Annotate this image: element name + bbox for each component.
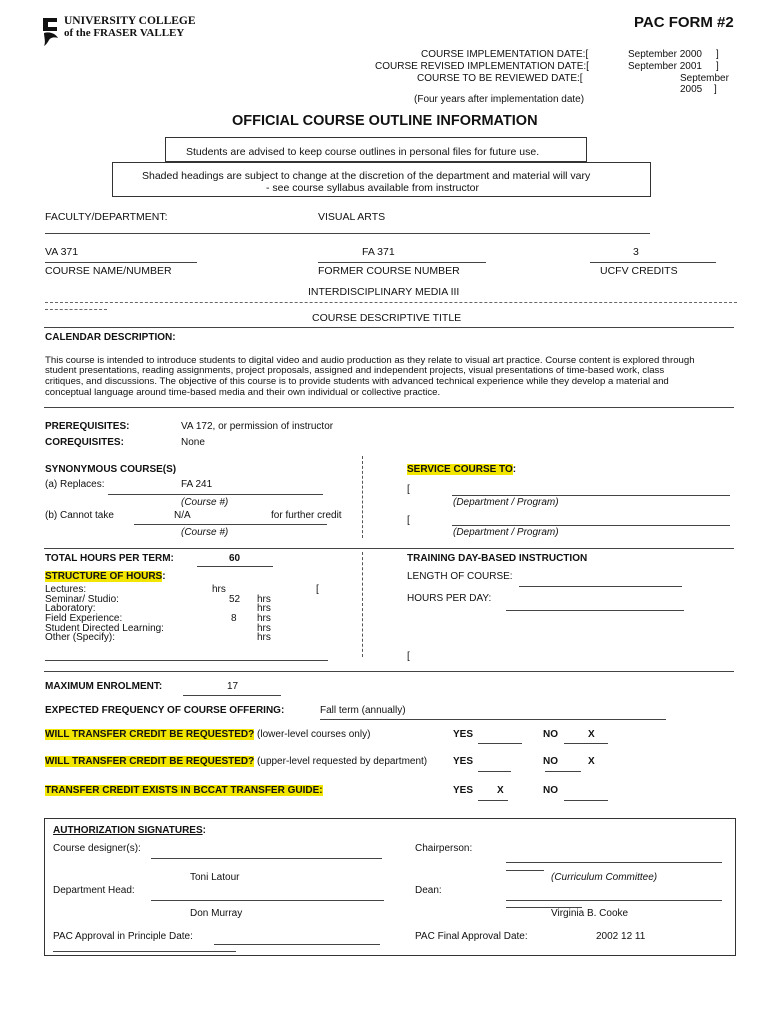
replaces-course-hash: (Course #) [181, 497, 229, 508]
training-heading: TRAINING DAY-BASED INSTRUCTION [407, 553, 588, 564]
prereq-value: VA 172, or permission of instructor [181, 421, 334, 432]
designer-line [151, 858, 382, 859]
enrolment-label: MAXIMUM ENROLMENT: [45, 681, 163, 692]
service-heading-text: SERVICE COURSE TO [407, 464, 513, 475]
transfer-upper [45, 756, 427, 767]
further-credit: for further credit [271, 510, 342, 521]
cannot-course-hash: (Course #) [181, 527, 229, 538]
divider-1 [44, 327, 734, 328]
hours-bracket: [ [316, 584, 319, 595]
structure-label-colon: : [162, 571, 166, 582]
notice-2-line-2: - see course syllabus available from instructor [266, 182, 480, 194]
credits-line [590, 262, 716, 263]
total-hours-label: TOTAL HOURS PER TERM: [45, 553, 174, 564]
dean-line [506, 900, 722, 901]
form-id: PAC FORM #2 [634, 14, 734, 31]
pac-final-label: PAC Final Approval Date: [415, 931, 528, 942]
transfer-lower-yes-line [478, 743, 522, 744]
hours-unit-other: hrs [257, 632, 271, 643]
course-title: INTERDISCIPLINARY MEDIA III [308, 286, 460, 298]
service-line-2 [452, 525, 730, 526]
service-dept-2: (Department / Program) [453, 527, 559, 538]
cannot-take-value: N/A [174, 510, 191, 521]
former-number-line [318, 262, 486, 263]
frequency-line [320, 719, 666, 720]
service-heading [407, 464, 516, 475]
cannot-take-label: (b) Cannot take [45, 510, 114, 521]
auth-heading [53, 825, 206, 836]
transfer-bccat-yes: YES [453, 785, 474, 796]
cannot-take-line [134, 524, 327, 525]
transfer-lower-note: (lower-level courses only) [257, 729, 371, 740]
logo-line-1: UNIVERSITY COLLEGE [64, 15, 196, 27]
hours-unit-seminar: hrs [257, 594, 271, 605]
transfer-lower-label: WILL TRANSFER CREDIT BE REQUESTED? [45, 729, 255, 740]
frequency-value: Fall term (annually) [320, 705, 406, 716]
hours-row-lab: Laboratory: [45, 603, 96, 614]
impl-date-value: September 2000 [628, 49, 702, 60]
hours-row-lectures: Lectures: [45, 584, 87, 595]
logo-line-2: of the FRASER VALLEY [64, 27, 185, 39]
divider-4 [44, 671, 734, 672]
service-line-1 [452, 495, 730, 496]
column-separator-bottom [362, 552, 363, 657]
transfer-upper-no-line [545, 771, 581, 772]
hours-unit-lectures: hrs [212, 584, 226, 595]
structure-label-text: STRUCTURE OF HOURS [45, 571, 163, 582]
column-separator-top [362, 456, 363, 538]
course-number-label: COURSE NAME/NUMBER [45, 265, 172, 277]
pac-final-value: 2002 12 11 [596, 931, 646, 942]
page-title: OFFICIAL COURSE OUTLINE INFORMATION [232, 113, 538, 129]
replaces-line [108, 494, 323, 495]
dept-head-name: Don Murray [190, 908, 243, 919]
transfer-upper-x: X [588, 756, 595, 767]
course-number-line [45, 262, 197, 263]
total-hours-line [197, 566, 273, 567]
review-date-label: COURSE TO BE REVIEWED DATE:[ [417, 73, 583, 84]
hours-unit-directed: hrs [257, 623, 271, 634]
course-title-line-2 [45, 309, 107, 310]
total-hours-value: 60 [229, 553, 241, 564]
transfer-bccat-no-line [564, 800, 608, 801]
faculty-label: FACULTY/DEPARTMENT: [45, 211, 168, 223]
hours-row-directed: Student Directed Learning: [45, 623, 164, 634]
chair-label: Chairperson: [415, 843, 473, 854]
credits-label: UCFV CREDITS [600, 265, 678, 277]
pac-principle-line-2 [53, 951, 236, 952]
ucfv-logo [42, 16, 60, 51]
designer-name: Toni Latour [190, 872, 240, 883]
transfer-bccat-yes-line [478, 800, 508, 801]
impl-date-bracket: ] [716, 49, 719, 60]
calendar-line-2: student presentations, reading assignments, project proposals, assigned and independent projects, visual presentations of time-based work, class [45, 365, 665, 376]
length-label: LENGTH OF COURSE: [407, 571, 513, 582]
notice-1: Students are advised to keep course outlines in personal files for future use. [186, 146, 540, 158]
length-line [519, 586, 682, 587]
perday-line [506, 610, 684, 611]
perday-label: HOURS PER DAY: [407, 593, 492, 604]
transfer-upper-no: NO [543, 756, 558, 767]
transfer-upper-yes: YES [453, 756, 474, 767]
calendar-line-4: conceptual language around time-based media and their own individual or collective practice. [45, 387, 441, 398]
structure-label [45, 571, 166, 582]
transfer-bccat-label: TRANSFER CREDIT EXISTS IN BCCAT TRANSFER GUIDE: [45, 785, 323, 796]
dean-label: Dean: [415, 885, 442, 896]
hours-row-other: Other (Specify): [45, 632, 116, 643]
service-bracket-1: [ [407, 484, 410, 495]
enrolment-line [183, 695, 281, 696]
service-heading-colon: : [512, 464, 517, 475]
hours-row-seminar: Seminar/ Studio: [45, 594, 119, 605]
pac-principle-line [214, 944, 380, 945]
review-note: (Four years after implementation date) [414, 94, 585, 105]
prereq-label: PREREQUISITES: [45, 421, 130, 432]
hours-unit-field: hrs [257, 613, 271, 624]
former-number-label: FORMER COURSE NUMBER [318, 265, 460, 277]
replaces-value: FA 241 [181, 479, 213, 490]
logo-mark-icon [42, 16, 60, 48]
dept-head-label: Department Head: [53, 885, 135, 896]
transfer-lower-x: X [588, 729, 595, 740]
transfer-lower-no-line [564, 743, 608, 744]
other-specify-line [45, 660, 328, 661]
transfer-upper-yes-line [478, 771, 511, 772]
coreq-label: COREQUISITES: [45, 437, 124, 448]
calendar-heading: CALENDAR DESCRIPTION: [45, 332, 176, 343]
frequency-label: EXPECTED FREQUENCY OF COURSE OFFERING: [45, 705, 285, 716]
chair-line-2 [506, 870, 544, 871]
service-bracket-2: [ [407, 515, 410, 526]
designer-label: Course designer(s): [53, 843, 141, 854]
transfer-lower [45, 729, 370, 740]
course-title-line [45, 302, 737, 303]
revised-date-bracket: ] [716, 61, 719, 72]
calendar-line-1: This course is intended to introduce students to digital video and audio production as they relate to visual art practice. Course content is explored through [45, 355, 695, 366]
course-title-label: COURSE DESCRIPTIVE TITLE [312, 312, 462, 324]
course-number: VA 371 [45, 246, 79, 258]
enrolment-value: 17 [227, 681, 239, 692]
divider-2 [44, 407, 734, 408]
service-dept-1: (Department / Program) [453, 497, 559, 508]
faculty-line [45, 233, 650, 234]
committee-label: (Curriculum Committee) [551, 872, 658, 883]
hours-value-seminar: 52 [229, 594, 241, 605]
hours-row-field: Field Experience: [45, 613, 123, 624]
auth-heading-text: AUTHORIZATION SIGNATURES [53, 825, 203, 836]
replaces-label: (a) Replaces: [45, 479, 105, 490]
transfer-lower-yes: YES [453, 729, 474, 740]
review-date-value-1: September [680, 73, 729, 84]
chair-line [506, 862, 722, 863]
coreq-value: None [181, 437, 205, 448]
training-bracket: [ [407, 651, 410, 662]
transfer-upper-note: (upper-level requested by department) [257, 756, 428, 767]
revised-date-value: September 2001 [628, 61, 702, 72]
transfer-bccat-no: NO [543, 785, 558, 796]
pac-principle-label: PAC Approval in Principle Date: [53, 931, 193, 942]
review-date-bracket: ] [714, 84, 717, 95]
divider-3 [44, 548, 734, 549]
notice-2-line-1: Shaded headings are subject to change at the discretion of the department and material will vary [142, 170, 591, 182]
faculty-value: VISUAL ARTS [318, 211, 386, 223]
impl-date-label: COURSE IMPLEMENTATION DATE:[ [421, 49, 589, 60]
transfer-lower-no: NO [543, 729, 558, 740]
dept-head-line [151, 900, 384, 901]
credits-value: 3 [633, 246, 639, 258]
calendar-line-3: critiques, and discussions. The objective of this course is to provide students with advanced technical experience while they develop a material and [45, 376, 669, 387]
hours-unit-lab: hrs [257, 603, 271, 614]
synonymous-heading: SYNONYMOUS COURSE(S) [45, 464, 177, 475]
transfer-bccat-x: X [497, 785, 504, 796]
auth-heading-colon: : [202, 825, 206, 836]
former-number: FA 371 [362, 246, 395, 258]
dean-name: Virginia B. Cooke [551, 908, 629, 919]
hours-value-field: 8 [231, 613, 237, 624]
review-date-value-2: 2005 [680, 84, 703, 95]
transfer-upper-label: WILL TRANSFER CREDIT BE REQUESTED? [45, 756, 255, 767]
revised-date-label: COURSE REVISED IMPLEMENTATION DATE:[ [375, 61, 589, 72]
